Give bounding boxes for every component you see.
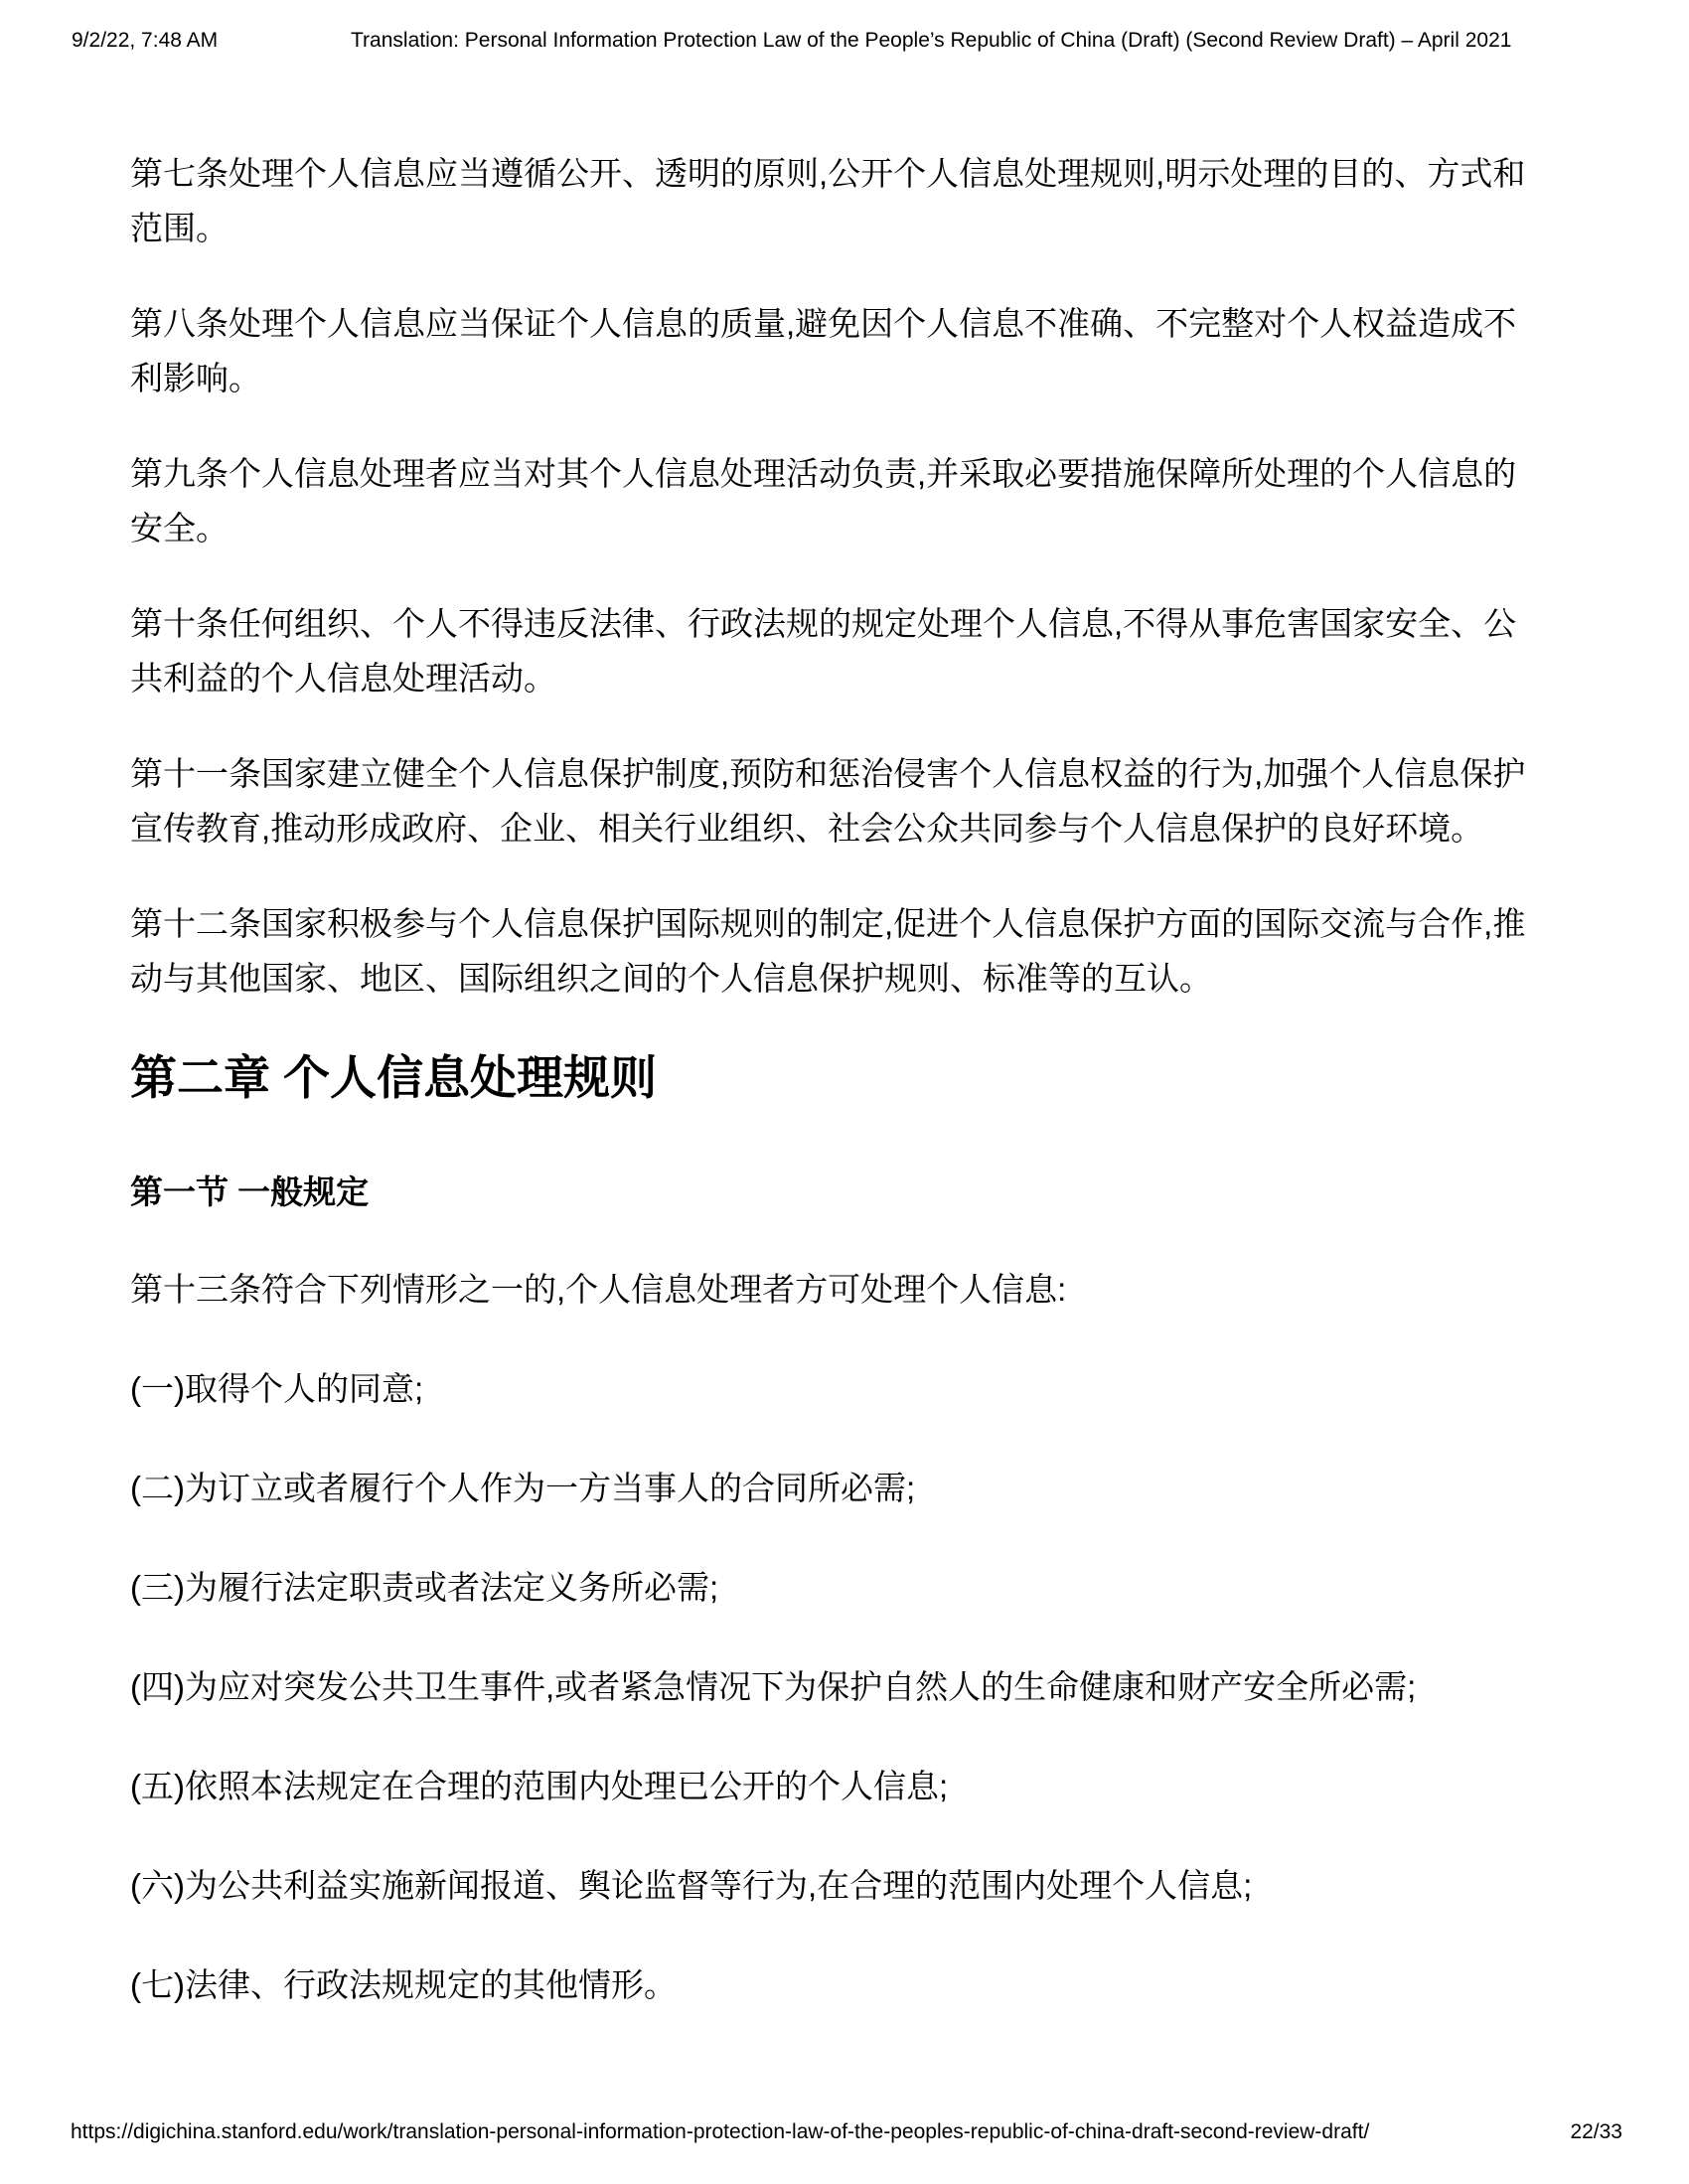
paragraph-article-11: [130, 746, 1581, 856]
paragraph-line: 动与其他国家、地区、国际组织之间的个人信息保护规则、标准等的互认。: [130, 960, 1212, 997]
paragraph-line: 范围。: [130, 210, 229, 246]
paragraph-line: 第七条处理个人信息应当遵循公开、透明的原则,公开个人信息处理规则,明示处理的目的、方式和: [130, 155, 1526, 192]
list-item: (六)为公共利益实施新闻报道、舆论监督等行为,在合理的范围内处理个人信息;: [130, 1867, 1253, 1904]
paragraph-line: 第八条处理个人信息应当保证个人信息的质量,避免因个人信息不准确、不完整对个人权益造成不: [130, 305, 1517, 342]
paragraph-line: 利影响。: [130, 360, 261, 396]
list-item: (四)为应对突发公共卫生事件,或者紧急情况下为保护自然人的生命健康和财产安全所必需;: [130, 1668, 1417, 1705]
paragraph-line: 第十二条国家积极参与个人信息保护国际规则的制定,促进个人信息保护方面的国际交流与合作,推: [130, 905, 1526, 942]
paragraph-article-7: [130, 146, 1581, 255]
list-item: (三)为履行法定职责或者法定义务所必需;: [130, 1569, 719, 1606]
list-item: (七)法律、行政法规规定的其他情形。: [130, 1966, 677, 2003]
list-item: (五)依照本法规定在合理的范围内处理已公开的个人信息;: [130, 1768, 949, 1804]
paragraph-article-9: [130, 446, 1581, 555]
chapter-heading: 第二章 个人信息处理规则: [130, 1051, 658, 1104]
paragraph-line: 第十条任何组织、个人不得违反法律、行政法规的规定处理个人信息,不得从事危害国家安全、公: [130, 605, 1517, 642]
print-footer-page-number: 22/33: [1570, 2120, 1622, 2143]
print-header-title: Translation: Personal Information Protection Law of the People’s Republic of China (Draft) (Second Review Draft) – April 2021: [351, 29, 1512, 52]
paragraph-line: 安全。: [130, 510, 229, 546]
list-item: (二)为订立或者履行个人作为一方当事人的合同所必需;: [130, 1470, 916, 1506]
paragraph-line: 第九条个人信息处理者应当对其个人信息处理活动负责,并采取必要措施保障所处理的个人信息的: [130, 455, 1517, 492]
paragraph-article-13-intro: 第十三条符合下列情形之一的,个人信息处理者方可处理个人信息:: [130, 1271, 1067, 1308]
paragraph-line: 第十一条国家建立健全个人信息保护制度,预防和惩治侵害个人信息权益的行为,加强个人信息保护: [130, 755, 1526, 792]
paragraph-line: 共利益的个人信息处理活动。: [130, 660, 556, 697]
section-heading: 第一节 一般规定: [130, 1173, 370, 1210]
list-item: (一)取得个人的同意;: [130, 1370, 424, 1407]
print-footer-url: https://digichina.stanford.edu/work/translation-personal-information-protection-law-of-the-peoples-republic-of-china-draft-second-review-draft/: [71, 2120, 1370, 2143]
paragraph-article-12: [130, 896, 1581, 1006]
paragraph-line: 宣传教育,推动形成政府、企业、相关行业组织、社会公众共同参与个人信息保护的良好环境。: [130, 810, 1484, 847]
print-header-datetime: 9/2/22, 7:48 AM: [72, 29, 219, 52]
paragraph-article-10: [130, 596, 1581, 705]
document-body: [130, 146, 1581, 2057]
paragraph-article-8: [130, 296, 1581, 405]
